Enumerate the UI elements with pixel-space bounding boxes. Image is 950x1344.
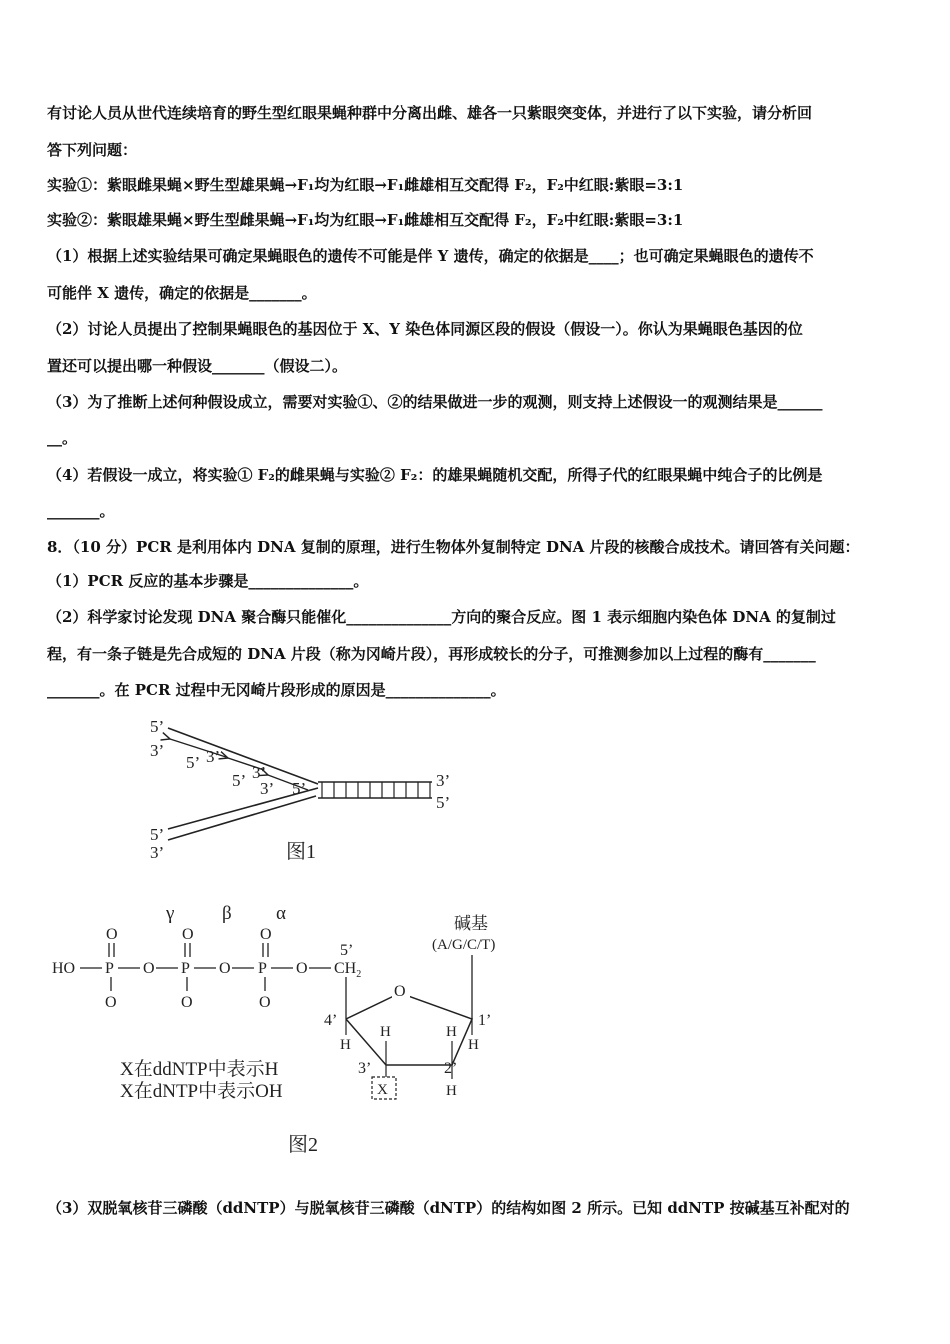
note-ddntp: X在ddNTP中表示H (120, 1059, 279, 1080)
label-c5: 5’ (340, 942, 354, 959)
line-intro-1: 有讨论人员从世代连续培育的野生型红眼果蝇种群中分离出雌、雄各一只紫眼突变体，并进行了以下实验，请分析回 (47, 104, 813, 122)
line-q1-b: 可能伴 X 遗传，确定的依据是_______。 (47, 284, 317, 302)
line-q4-a: （4）若假设一成立，将实验① F₂的雌果蝇与实验② F₂：的雄果蝇随机交配，所得子代的红眼果蝇中纯合子的比例是 (47, 466, 823, 484)
leading-strand (168, 796, 316, 840)
note-dntp: X在dNTP中表示OH (120, 1081, 283, 1102)
label-frag3-5: 5’ (292, 779, 307, 798)
label-p1: P (105, 960, 114, 977)
label-frag2-5: 5’ (232, 771, 247, 790)
label-c2: 2’ (444, 1060, 458, 1077)
label-ring-o: O (394, 983, 406, 1000)
line-experiment-1: 实验①：紫眼雌果蝇×野生型雄果蝇→F₁均为红眼→F₁雌雄相互交配得 F₂，F₂中红眼:紫眼=3:1 (47, 176, 684, 194)
label-ch2: $CH_2$ (334, 960, 362, 980)
label-c3: 3’ (358, 1060, 372, 1077)
label-om3: O (296, 960, 308, 977)
label-p2: P (181, 960, 190, 977)
line-experiment-2: 实验②：紫眼雄果蝇×野生型雌果蝇→F₁均为红眼→F₁雌雄相互交配得 F₂，F₂中红眼:紫眼=3:1 (47, 211, 684, 229)
line-q3-b: __。 (47, 429, 78, 447)
line-p8-q2-a: （2）科学家讨论发现 DNA 聚合酶只能催化______________方向的聚合反应。图 1 表示细胞内染色体 DNA 的复制过 (47, 608, 836, 626)
figure-1-caption: 图1 (286, 841, 316, 863)
label-base: 碱基 (454, 914, 488, 933)
line-q4-b: _______。 (47, 502, 115, 520)
label-frag3-3: 3’ (260, 779, 275, 798)
label-right-5: 5’ (436, 793, 451, 812)
line-q3-a: （3）为了推断上述何种假设成立，需要对实验①、②的结果做进一步的观测，则支持上述假设一的观测结果是______ (47, 393, 823, 411)
label-frag1-5: 5’ (186, 753, 201, 772)
label-o-top-2: O (182, 926, 194, 943)
label-ob3: O (259, 994, 271, 1011)
label-ob2: O (181, 994, 193, 1011)
label-h2-down: H (446, 1083, 457, 1099)
label-bottom-3: 3’ (150, 843, 165, 862)
line-q2-a: （2）讨论人员提出了控制果蝇眼色的基因位于 X、Y 染色体同源区段的假设（假设一）。你认为果蝇眼色基因的位 (47, 320, 803, 338)
line-p8-q2-b: 程，有一条子链是先合成短的 DNA 片段（称为冈崎片段），再形成较长的分子，可推测参加以上过程的酶有_______ (47, 645, 816, 663)
label-h2-up: H (446, 1024, 457, 1040)
label-frag1-3: 3’ (206, 747, 221, 766)
line-p8-q3: （3）双脱氧核苷三磷酸（ddNTP）与脱氧核苷三磷酸（dNTP）的结构如图 2 所示。已知 ddNTP 按碱基互补配对的 (47, 1199, 850, 1217)
single-bonds-down (111, 977, 265, 991)
label-o-top-1: O (106, 926, 118, 943)
label-c1: 1’ (478, 1012, 492, 1029)
figure-2-nucleotide-structure (48, 895, 528, 1160)
label-x: X (377, 1082, 388, 1098)
duplex-rungs (322, 782, 430, 798)
label-alpha: α (276, 903, 286, 924)
label-om1: O (143, 960, 155, 977)
line-problem-8: 8．（10 分）PCR 是利用体内 DNA 复制的原理，进行生物体外复制特定 DNA 片段的核酸合成技术。请回答有关问题： (47, 538, 860, 556)
line-p8-q1: （1）PCR 反应的基本步骤是______________。 (47, 572, 369, 590)
label-frag2-3: 3’ (252, 763, 267, 782)
label-ob1: O (105, 994, 117, 1011)
label-gamma: γ (166, 903, 175, 924)
figure-2-caption: 图2 (288, 1134, 318, 1156)
label-o-top-3: O (260, 926, 272, 943)
double-bonds (109, 943, 268, 957)
label-om2: O (219, 960, 231, 977)
label-top-3: 3’ (150, 741, 165, 760)
label-h4: H (340, 1037, 351, 1053)
label-h3-up: H (380, 1024, 391, 1040)
label-p3: P (258, 960, 267, 977)
label-h1: H (468, 1037, 479, 1053)
label-bottom-5: 5’ (150, 825, 165, 844)
label-c4: 4’ (324, 1012, 338, 1029)
label-top-5: 5’ (150, 717, 165, 736)
figure-1-replication-fork (140, 712, 470, 872)
line-intro-2: 答下列问题： (47, 141, 138, 159)
line-q2-b: 置还可以提出哪一种假设_______（假设二）。 (47, 357, 348, 375)
label-ho: HO (52, 960, 76, 977)
label-base-types: (A/G/C/T) (432, 937, 496, 953)
line-p8-q2-c: _______。在 PCR 过程中无冈崎片段形成的原因是______________。 (47, 681, 506, 699)
label-right-3: 3’ (436, 771, 451, 790)
line-q1-a: （1）根据上述实验结果可确定果蝇眼色的遗传不可能是伴 Y 遗传，确定的依据是____；也可确定果蝇眼色的遗传不 (47, 247, 814, 265)
label-beta: β (222, 903, 232, 924)
